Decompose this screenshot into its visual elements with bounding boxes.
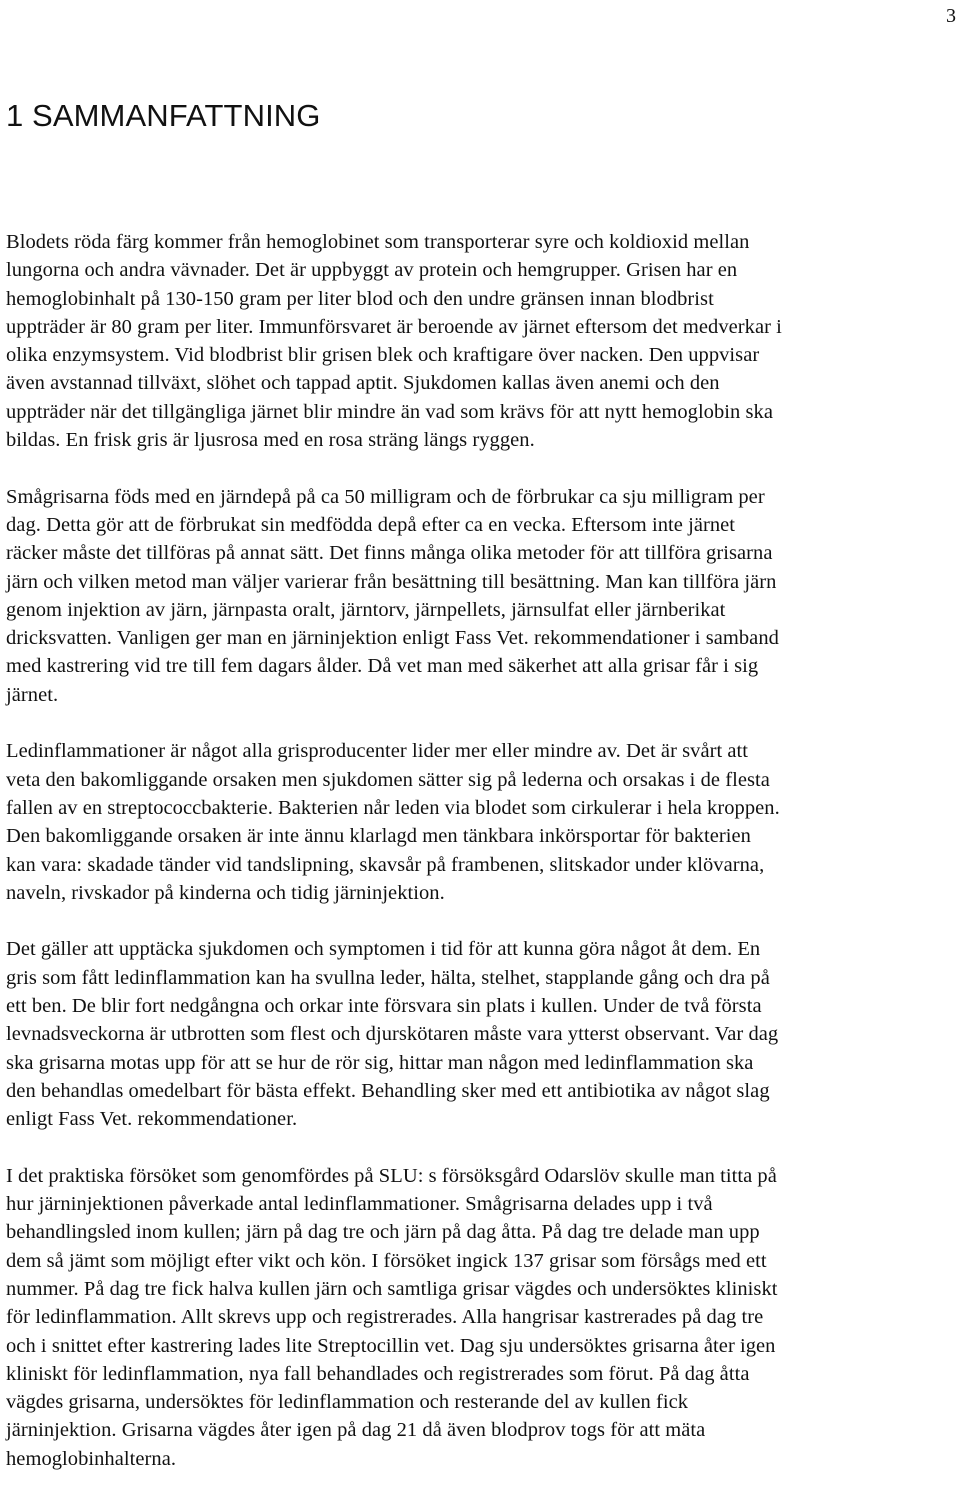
summary-body (6, 228, 958, 1473)
paragraph-joint-inflammation: Ledinflammationer är något alla grisproducenter lider mer eller mindre av. Det är svårt att veta den bakomliggande orsaken men sjukdomen sätter sig på lederna och orsakas i de flesta fallen av en streptococcbakterie. Bakterien når leden via blodet som cirkulerar i hela kroppen. Den bakomliggande orsaken är inte ännu klarlagd men tänkbara inkörsportar för bakterien kan vara: skadade tänder vid tandslipning, skavsår på frambenen, slitskador under klövarna, naveln, rivskador på kinderna och tidig järninjektion. (6, 740, 780, 904)
page-number: 3 (946, 5, 956, 27)
paragraph-iron-supply: Smågrisarna föds med en järndepå på ca 50 milligram och de förbrukar ca sju milligram per dag. Detta gör att de förbrukat sin medfödda depå efter ca en vecka. Eftersom inte järnet räcker måste det tillföras på annat sätt. Det finns många olika metoder för att tillföra grisarna järn och vilken metod man väljer varierar från besättning till besättning. Man kan tillföra järn genom injektion av järn, järnpasta oralt, järntorv, järnpellets, järnsulfat eller järnberikat dricksvatten. Vanligen ger man en järninjektion enligt Fass Vet. rekommendationer i samband med kastrering vid tre till fem dagars ålder. Då vet man med säkerhet att alla grisar får i sig järnet. (6, 485, 779, 706)
paragraph-symptoms-treatment: Det gäller att upptäcka sjukdomen och symptomen i tid för att kunna göra något åt dem. En gris som fått ledinflammation kan ha svullna leder, hälta, stelhet, stapplande gång och dra på ett ben. De blir fort nedgångna och orkar inte försvara sin plats i kullen. Under de två första levnadsveckorna är utbrotten som flest och djurskötaren måste vara ytterst observant. Var dag ska grisarna motas upp för att se hur de rör sig, hittar man någon med ledinflammation ska den behandlas omedelbart för bästa effekt. Behandling sker med ett antibiotika av något slag enligt Fass Vet. rekommendationer. (6, 938, 779, 1131)
paragraph-experiment: I det praktiska försöket som genomfördes på SLU: s försöksgård Odarslöv skulle man titta på hur järninjektionen påverkade antal ledinflammationer. Smågrisarna delades upp i två behandlingsled inom kullen; järn på dag tre och järn på dag åtta. På dag tre delade man upp dem så jämt som möjligt efter vikt och kön. I försöket ingick 137 grisar som försågs med ett nummer. På dag tre fick halva kullen järn och samtliga grisar vägdes och undersöktes kliniskt för ledinflammation. Allt skrevs upp och registrerades. Alla hangrisar kastrerades på dag tre och i snittet efter kastrering lades lite Streptocillin vet. Dag sju undersöktes grisarna åter igen kliniskt för ledinflammation, nya fall behandlades och registrerades som förut. På dag åtta vägdes grisarna, undersöktes för ledinflammation och resterande del av kullen fick järninjektion. Grisarna vägdes åter igen på dag 21 då även blodprov togs för att mäta hemoglobinhalterna. (6, 1164, 778, 1470)
section-heading: 1 SAMMANFATTNING (6, 98, 321, 133)
paragraph-hemoglobin: Blodets röda färg kommer från hemoglobinet som transporterar syre och koldioxid mellan lungorna och andra vävnader. Det är uppbyggt av protein och hemgrupper. Grisen har en hemoglobinhalt på 130-150 gram per liter blod och den undre gränsen innan blodbrist uppträder är 80 gram per liter. Immunförsvaret är beroende av järnet eftersom det medverkar i olika enzymsystem. Vid blodbrist blir grisen blek och kraftigare över nacken. Den uppvisar även avstannad tillväxt, slöhet och tappad aptit. Sjukdomen kallas även anemi och den uppträder när det tillgängliga järnet blir mindre än vad som krävs för att nytt hemoglobin ska bildas. En frisk gris är ljusrosa med en rosa sträng längs ryggen. (6, 231, 782, 452)
